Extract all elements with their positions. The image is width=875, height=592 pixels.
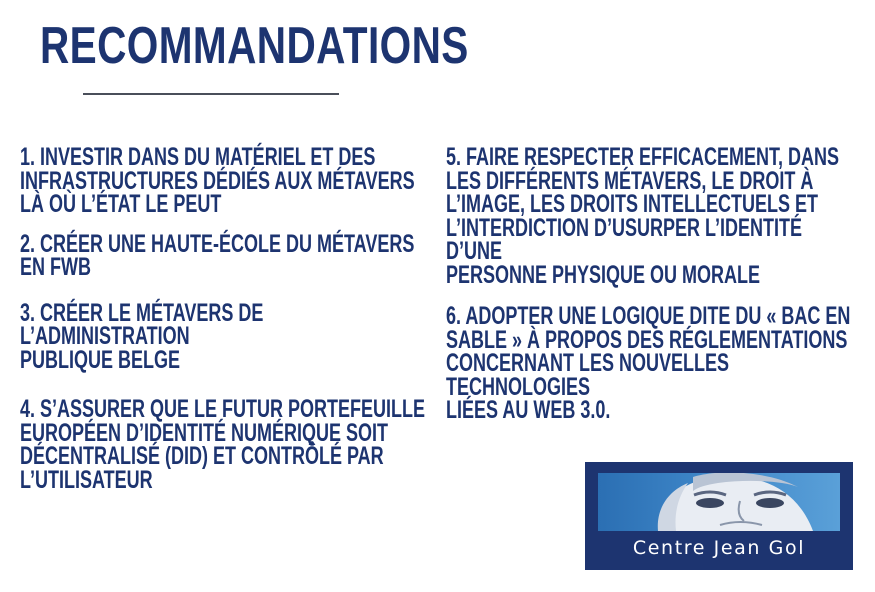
recommendation-4: 4. S’ASSURER QUE LE FUTUR PORTEFEUILLE EUROPÉEN D’IDENTITÉ NUMÉRIQUE SOIT DÉCENTRALISÉ (DID) ET CONTRÔLÉ PAR L’UTILISATEUR bbox=[20, 395, 426, 494]
recommendation-3: 3. CRÉER LE MÉTAVERS DE L’ADMINISTRATION PUBLIQUE BELGE bbox=[20, 298, 264, 374]
page-title: RECOMMANDATIONS bbox=[40, 17, 469, 75]
recommendation-1: 1. INVESTIR DANS DU MATÉRIEL ET DES INFRASTRUCTURES DÉDIÉS AUX MÉTAVERS LÀ OÙ L’ÉTAT LE PEUT bbox=[20, 143, 415, 218]
recommendation-5: 5. FAIRE RESPECTER EFFICACEMENT, DANS LES DIFFÉRENTS MÉTAVERS, LE DROIT À L’IMAGE, LES DROITS INTELLECTUELS ET L’INTERDICTION D’USURPER L’IDENTITÉ D’UNE PERSONNE PHYSIQUE OU MORALE bbox=[446, 143, 840, 289]
centre-jean-gol-logo bbox=[585, 462, 853, 570]
logo-text: Centre Jean Gol bbox=[632, 537, 806, 559]
recommendations-left-column bbox=[20, 143, 440, 508]
recommendation-6: 6. ADOPTER UNE LOGIQUE DITE DU « BAC EN SABLE » À PROPOS DES RÉGLEMENTATIONS CONCERNANT LES NOUVELLES TECHNOLOGIES LIÉES AU WEB 3.0. bbox=[446, 302, 851, 424]
recommendation-2: 2. CRÉER UNE HAUTE-ÉCOLE DU MÉTAVERS EN FWB bbox=[20, 229, 415, 281]
title-divider bbox=[83, 93, 339, 95]
recommendations-right-column bbox=[446, 143, 866, 441]
logo-portrait-image bbox=[598, 473, 840, 531]
